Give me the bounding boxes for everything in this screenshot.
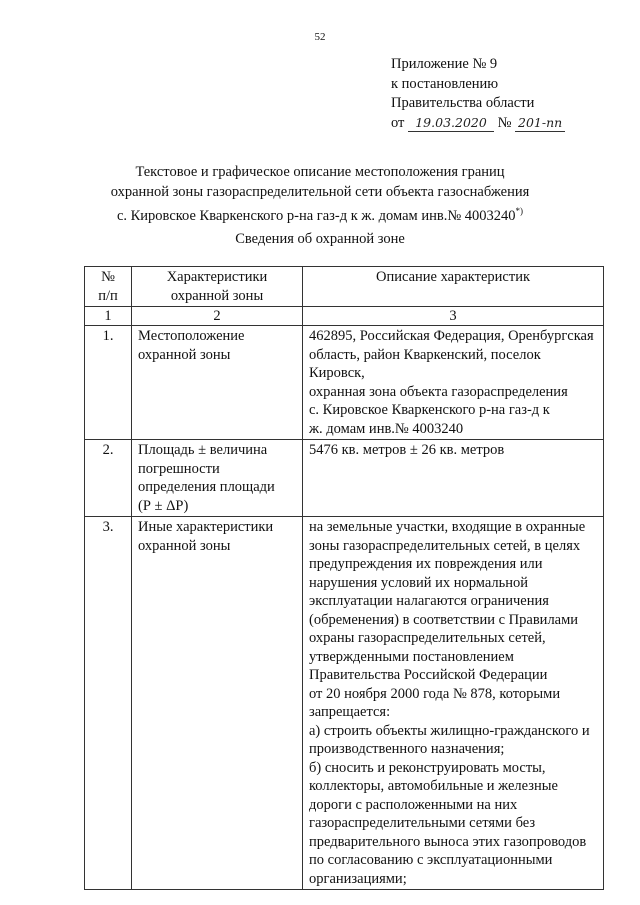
description-line: охранная зона объекта газораспределения bbox=[309, 383, 568, 400]
description-line: от 20 ноября 2000 года № 878, которыми bbox=[309, 685, 561, 702]
zone-info-table bbox=[84, 266, 604, 890]
description-line: 5476 кв. метров ± 26 кв. метров bbox=[309, 442, 505, 458]
description-line: газораспределительными сетями без bbox=[309, 815, 536, 831]
characteristic-line: Площадь ± величина bbox=[138, 442, 268, 458]
table-row bbox=[85, 517, 604, 890]
date-prefix: от bbox=[391, 114, 405, 131]
title-line-3 bbox=[0, 202, 640, 226]
table-row bbox=[85, 440, 604, 517]
characteristic-line: (Р ± ΔР) bbox=[138, 497, 189, 514]
title-line-3-text: с. Кировское Кваркенского р-на газ-д к ж. домам инв.№ 4003240 bbox=[116, 207, 516, 224]
title-line-2: охранной зоны газораспределительной сети объекта газоснабжения bbox=[110, 183, 530, 200]
title-line-1: Текстовое и графическое описание местоположения границ bbox=[135, 164, 505, 180]
annex-authority: Правительства области bbox=[391, 95, 535, 111]
annex-resolution-ref: к постановлению bbox=[391, 75, 499, 92]
column-number: 2 bbox=[132, 307, 303, 326]
header-num bbox=[85, 267, 132, 307]
row-number: 2. bbox=[85, 440, 132, 517]
description-line: Правительства Российской Федерации bbox=[309, 667, 548, 683]
column-number: 3 bbox=[303, 307, 604, 326]
header-characteristic-line-2: охранной зоны bbox=[170, 287, 264, 304]
column-number-row bbox=[85, 307, 604, 326]
document-title bbox=[0, 163, 640, 226]
description-line: охраны газораспределительных сетей, bbox=[309, 630, 546, 646]
annex-date-line bbox=[391, 114, 565, 134]
characteristic-line: Местоположение bbox=[138, 328, 245, 344]
description-line: запрещается: bbox=[309, 704, 391, 720]
description-line: на земельные участки, входящие в охранные bbox=[309, 519, 586, 535]
description-line: б) сносить и реконструировать мосты, bbox=[309, 759, 546, 776]
header-num-line-1: № bbox=[101, 269, 115, 285]
characteristic-line: определения площади bbox=[138, 479, 275, 495]
characteristic-line: охранной зоны bbox=[138, 346, 231, 363]
row-characteristic bbox=[132, 517, 303, 890]
description-line: эксплуатации налагаются ограничения bbox=[309, 593, 549, 609]
description-line: коллекторы, автомобильные и железные bbox=[309, 778, 558, 794]
description-line: ж. домам инв.№ 4003240 bbox=[309, 420, 464, 437]
number-sign: № bbox=[497, 114, 512, 131]
handwritten-date: 19.03.2020 bbox=[408, 115, 494, 132]
header-num-line-2: п/п bbox=[98, 287, 118, 304]
description-line: утвержденными постановлением bbox=[309, 648, 514, 665]
handwritten-number: 201-пп bbox=[515, 115, 565, 132]
description-line: с. Кировское Кваркенского р-на газ-д к bbox=[309, 402, 550, 418]
characteristic-line: погрешности bbox=[138, 460, 220, 477]
page-number: 52 bbox=[314, 31, 326, 43]
description-line: нарушения условий их нормальной bbox=[309, 574, 529, 591]
row-characteristic bbox=[132, 440, 303, 517]
description-line: предварительного выноса этих газопроводов bbox=[309, 833, 587, 850]
section-subtitle: Сведения об охранной зоне bbox=[235, 231, 405, 247]
annex-header bbox=[391, 55, 565, 133]
description-line: организациями; bbox=[309, 870, 407, 887]
characteristic-line: охранной зоны bbox=[138, 537, 231, 554]
row-number: 1. bbox=[85, 326, 132, 440]
table-row bbox=[85, 326, 604, 440]
annex-title: Приложение № 9 bbox=[391, 56, 498, 72]
description-line: производственного назначения; bbox=[309, 741, 505, 757]
description-line: область, район Кваркенский, поселок Кировск, bbox=[309, 346, 541, 381]
header-characteristic bbox=[132, 267, 303, 307]
header-description: Описание характеристик bbox=[303, 267, 604, 307]
row-number: 3. bbox=[85, 517, 132, 890]
description-line: 462895, Российская Федерация, Оренбургская bbox=[309, 328, 594, 344]
characteristic-line: Иные характеристики bbox=[138, 519, 274, 535]
description-line: дороги с расположенными на них bbox=[309, 796, 518, 813]
description-line: а) строить объекты жилищно-гражданского и bbox=[309, 722, 590, 739]
row-characteristic bbox=[132, 326, 303, 440]
description-line: (обременения) в соответствии с Правилами bbox=[309, 611, 579, 628]
description-line: зоны газораспределительных сетей, в целях bbox=[309, 537, 581, 554]
header-characteristic-line-1: Характеристики bbox=[166, 269, 268, 285]
column-number: 1 bbox=[85, 307, 132, 326]
row-description bbox=[303, 326, 604, 440]
table-header-row bbox=[85, 267, 604, 307]
row-description bbox=[303, 440, 604, 517]
description-line: предупреждения их повреждения или bbox=[309, 556, 543, 572]
row-description bbox=[303, 517, 604, 890]
description-line: по согласованию с эксплуатационными bbox=[309, 852, 553, 868]
footnote-mark: *) bbox=[515, 206, 524, 216]
